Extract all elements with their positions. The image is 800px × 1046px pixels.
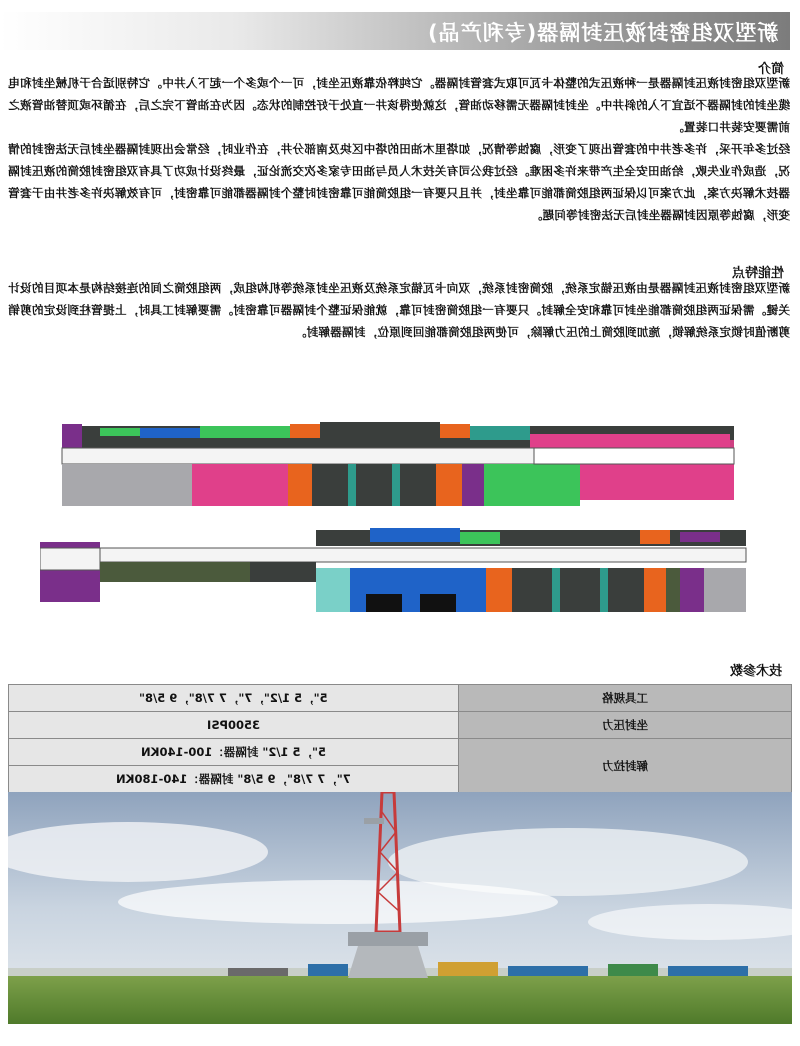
spec-label-release-force: 解封拉力 (459, 739, 792, 793)
features-text (8, 277, 790, 343)
spec-row-size (9, 685, 792, 712)
spec-label-size: 工具规格 (459, 685, 792, 712)
drilling-rig-photo (8, 792, 792, 1024)
intro-heading: 简介 (757, 62, 784, 77)
packer-upper-section (62, 422, 734, 506)
packer-diagram (40, 418, 770, 618)
intro-paragraph-1: 新型双组密封液压封隔器是一种液压式的整体卡瓦可取式套管封隔器。它纯粹依靠液压坐封，可一个或多个一起下入井中。它特别适合于机械坐封和电缆坐封的封隔器不适宜下入的斜井中。坐封封隔器无需移动油管，这就使得该井一直处于好控制的状态。因为在油管下完之后，在循环或顶替油管液之前需要安装井口装置。 (8, 76, 790, 134)
features-heading: 性能特点 (731, 266, 784, 281)
spec-label-setting-pressure: 坐封压力 (459, 712, 792, 739)
features-paragraph-1: 新型双组密封液压封隔器是由液压锚定系统，胶筒密封系统，双向卡瓦锚定系统及液压坐封系统等机构组成，两组胶筒之间的连接结构是本项目的设计关键。需保证两组胶筒都能坐封可靠和安全解封。只要有一组胶筒密封可靠，就能保证整个封隔器可靠密封。需要解封工具时，上提管柱到设定的剪销剪断值时锁定系统解锁，施加到胶筒上的压力解除，可使两组胶筒都能回到原位，封隔器解封。 (8, 281, 790, 339)
spec-table (8, 684, 792, 793)
spec-row-setting-pressure (9, 712, 792, 739)
spec-row-release-force-1 (9, 739, 792, 766)
spec-value-setting-pressure: 3500PSI (9, 712, 459, 739)
page-title: 新型双组密封液压封隔器(专利产品) (426, 21, 778, 45)
intro-paragraph-2: 经过多年开采，许多老井中的套管出现了变形，腐蚀等情况，如塔里木油田的塔中区块及南部分井，在作业时，经常会出现封隔器坐封后无法密封的情况，造成作业失败，给油田安全生产带来许多困难。经过我公司有关技术人员与油田专家多次交流论证，最终设计成功了具有双组密封胶筒的液压封隔器技术解决方案，此方案可以保证两组胶筒都能可靠坐封，并且只要有一组胶筒能可靠密封时整个封隔器都能可靠密封，可有效解决许多老井由于套管变形，腐蚀等原因封隔器坐封后无法密封等问题。 (8, 142, 790, 222)
intro-text (8, 72, 790, 226)
spec-value-release-force-2: 7"，7 7/8"，9 5/8" 封隔器：140-180KN (9, 766, 459, 793)
packer-lower-section (40, 528, 746, 612)
spec-value-size: 5"，5 1/2"，7"，7 7/8"，9 5/8" (9, 685, 459, 712)
specs-heading: 技术参数 (729, 664, 782, 679)
spec-value-release-force-1: 5"，5 1/2" 封隔器：100-140KN (9, 739, 459, 766)
